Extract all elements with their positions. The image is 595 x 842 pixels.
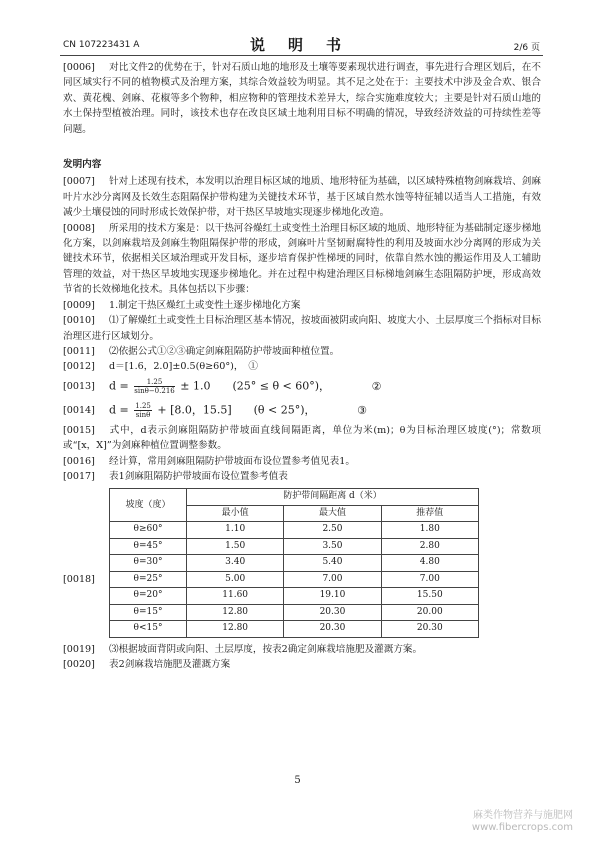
table-row	[110, 522, 479, 539]
cell-slope: θ=25°	[110, 571, 187, 588]
paragraph-0018	[63, 488, 541, 638]
formula-marker: ③	[357, 403, 367, 417]
cell-slope: θ<15°	[110, 621, 187, 638]
cell-min: 3.40	[187, 555, 284, 572]
cell-recommended: 1.80	[381, 522, 478, 539]
cell-slope: θ=15°	[110, 604, 187, 621]
paragraph-text: 针对上述现有技术，本发明以治理目标区域的地质、地形特征为基础，以区域特殊植物剑麻栽培、剑麻叶片水沙分离网及长效生态阻隔保护带构建为关键技术环节，基于区域自然水蚀等特征辅以适当人工措施，有效减少土壤侵蚀的同时形成长效保护带，对干热区旱坡地实现逐步梯地化改造。	[63, 176, 541, 219]
formula-3	[109, 402, 367, 419]
paragraph-number: [0010]	[63, 315, 95, 327]
watermark-title: 麻类作物营养与施肥网	[473, 810, 573, 821]
table-row	[110, 588, 479, 605]
cell-recommended: 15.50	[381, 588, 478, 605]
paragraph-0009	[63, 298, 541, 313]
fraction-numerator: 1.25	[135, 402, 151, 411]
header-max: 最大值	[284, 505, 381, 522]
cell-slope: θ=20°	[110, 588, 187, 605]
header-slope: 坡度（度）	[110, 489, 187, 522]
paragraph-number: [0008]	[63, 222, 95, 234]
cell-slope: θ≥60°	[110, 522, 187, 539]
cell-min: 12.80	[187, 621, 284, 638]
paragraph-0014	[63, 399, 541, 423]
paragraph-0012	[63, 359, 541, 374]
formula-1: d＝[1.6，2.0]±0.5(θ≥60°)， ①	[109, 361, 258, 373]
paragraph-0008	[63, 221, 541, 298]
fraction-denominator: sinθ	[135, 411, 151, 420]
paragraph-number: [0015]	[63, 424, 95, 436]
header-min: 最小值	[187, 505, 284, 522]
paragraph-number: [0007]	[63, 176, 95, 188]
paragraph-number: [0018]	[63, 574, 95, 586]
cell-max: 3.50	[284, 538, 381, 555]
fraction-numerator: 1.25	[134, 378, 174, 387]
paragraph-number: [0011]	[63, 345, 95, 357]
cell-max: 20.30	[284, 604, 381, 621]
paragraph-number: [0006]	[63, 62, 95, 73]
formula-fraction	[134, 402, 152, 419]
cell-max: 5.40	[284, 555, 381, 572]
table-row	[110, 604, 479, 621]
paragraph-0017	[63, 469, 541, 484]
paragraph-text: 1.制定干热区燥红土或变性土逐步梯地化方案	[109, 299, 301, 311]
header-recommended: 推荐值	[381, 505, 478, 522]
paragraph-number: [0009]	[63, 299, 95, 311]
table-row	[110, 555, 479, 572]
cell-recommended: 4.80	[381, 555, 478, 572]
cell-min: 1.50	[187, 538, 284, 555]
cell-recommended: 20.00	[381, 604, 478, 621]
paragraph-text: 对比文件2的优势在于，针对石质山地的地形及土壤等要素现状进行调查，事先进行合理区划后，在不同区域实行不同的植物模式及治理方案，其综合效益较为明显。其不足之处在于：主要技术中涉及金合欢、银合欢、黄花槐、剑麻、花椒等多个物种，相应物种的管理技术差异大，综合实施难度较大；主要是针对石质山地的水土保持型植被治理。同时，该技术也存在改良区域土地利用目标不明确的情况，导致经济效益的可持续性差等问题。	[63, 62, 541, 135]
cell-recommended: 2.80	[381, 538, 478, 555]
paragraph-text: 所采用的技术方案是：以干热河谷燥红土或变性土治理目标区域的地质、地形特征为基础制定逐步梯地化方案，以剑麻栽培及剑麻生物阻隔保护带的形成，剑麻叶片坚韧耐腐特性的利用及坡面水沙分离网的形成为关键技术环节，依据相关区域治理或开发目标，逐步培育保护性梯埂的同时，依靠自然水蚀的搬运作用及人工辅助管理的效益，对干热区旱坡地实现逐步梯地化。并在过程中构建治理区目标梯地剑麻生态阻隔防护埂，形成高效节省的长效梯地化技术。具体包括以下步骤：	[63, 222, 541, 296]
paragraph-0020	[63, 657, 541, 672]
paragraph-text: ⑶根据坡面背阴或向阳、土层厚度，按表2确定剑麻栽培施肥及灌溉方案。	[109, 643, 423, 655]
formula-2	[109, 378, 381, 395]
paragraph-0015	[63, 423, 541, 454]
paragraph-0013	[63, 375, 541, 399]
paragraph-text: 式中，d表示剑麻阻隔防护带坡面直线间隔距离，单位为米(m)；θ为目标治理区坡度(°)；常数项或“[x，X]”为剑麻种植位置调整参数。	[63, 424, 541, 452]
cell-min: 12.80	[187, 604, 284, 621]
cell-min: 1.10	[187, 522, 284, 539]
cell-max: 2.50	[284, 522, 381, 539]
paragraph-text: ⑴了解燥红土或变性土目标治理区基本情况，按坡面被阴或向阳、坡度大小、土层厚度三个指标对目标治理区进行区域划分。	[63, 315, 541, 342]
page-info: 2/6 页	[513, 43, 540, 53]
site-watermark	[472, 810, 573, 834]
formula-lhs: d =	[109, 403, 129, 417]
cell-max: 19.10	[284, 588, 381, 605]
paragraph-number: [0016]	[63, 455, 95, 467]
cell-max: 7.00	[284, 571, 381, 588]
paragraph-text: ⑵依据公式①②③确定剑麻阻隔防护带坡面种植位置。	[109, 345, 340, 357]
table-caption: 表2剑麻栽培施肥及灌溉方案	[109, 659, 231, 671]
paragraph-0006	[63, 60, 541, 137]
formula-rest: + [8.0，15.5] (θ < 25°)，	[157, 403, 316, 417]
formula-lhs: d =	[109, 379, 129, 393]
cell-min: 5.00	[187, 571, 284, 588]
formula-rest: ± 1.0 (25° ≤ θ < 60°)，	[180, 379, 331, 393]
cell-max: 20.30	[284, 621, 381, 638]
paragraph-0016	[63, 454, 541, 469]
section-heading: 发明内容	[63, 159, 102, 171]
spacing-table	[109, 488, 479, 638]
paragraph-number: [0014]	[63, 405, 95, 417]
formula-marker: ②	[371, 379, 382, 393]
page-number: 5	[294, 775, 301, 786]
cell-min: 11.60	[187, 588, 284, 605]
cell-slope: θ=45°	[110, 538, 187, 555]
table-row	[110, 571, 479, 588]
formula-fraction	[134, 378, 174, 395]
patent-number: CN 107223431 A	[63, 40, 140, 50]
document-body	[63, 60, 541, 673]
paragraph-number: [0019]	[63, 643, 95, 655]
table-header-row	[110, 489, 479, 506]
paragraph-number: [0013]	[63, 381, 95, 393]
paragraph-number: [0017]	[63, 470, 95, 482]
table-row	[110, 538, 479, 555]
paragraph-0007	[63, 174, 541, 220]
header-rule	[60, 55, 543, 56]
paragraph-0019	[63, 642, 541, 657]
watermark-url: www.fibercrops.com	[471, 822, 573, 833]
cell-recommended: 7.00	[381, 571, 478, 588]
cell-slope: θ=30°	[110, 555, 187, 572]
cell-recommended: 20.30	[381, 621, 478, 638]
paragraph-number: [0020]	[63, 659, 95, 671]
paragraph-text: 经计算，常用剑麻阻隔防护带坡面布设位置参考值见表1。	[109, 455, 355, 467]
fraction-denominator: sinθ−0.216	[134, 387, 175, 396]
document-title: 说 明 书	[249, 36, 345, 54]
paragraph-number: [0012]	[63, 361, 95, 373]
header-distance-group: 防护带间隔距离 d（米）	[187, 489, 479, 506]
table-caption: 表1剑麻阻隔防护带坡面布设位置参考值表	[109, 470, 288, 482]
paragraph-0010	[63, 313, 541, 344]
paragraph-0011	[63, 344, 541, 359]
table-row	[110, 621, 479, 638]
